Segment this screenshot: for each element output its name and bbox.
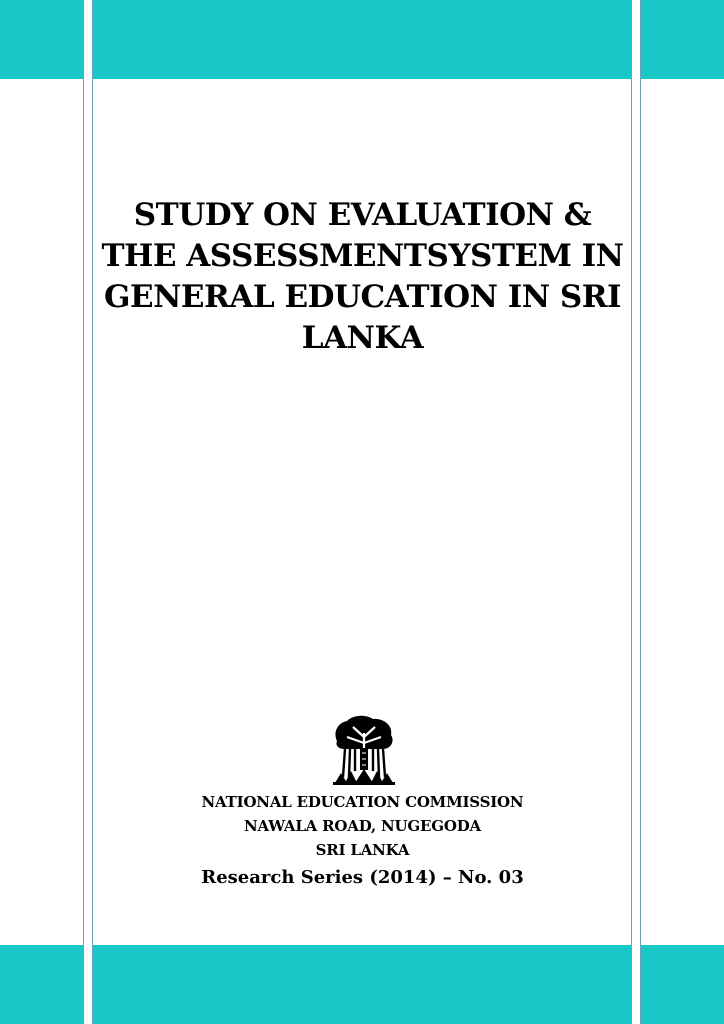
publisher-block [94, 790, 631, 893]
title-line: STUDY ON EVALUATION & [133, 197, 592, 233]
document-title [94, 195, 631, 359]
top-color-band [0, 0, 724, 79]
left-border-rule [83, 0, 93, 1024]
title-line: LANKA [301, 320, 424, 356]
publisher-address: NAWALA ROAD, NUGEGODA [244, 817, 481, 835]
bottom-color-band [0, 945, 724, 1024]
banyan-tree-emblem-icon [331, 715, 397, 787]
publisher-country: SRI LANKA [315, 841, 410, 859]
title-line: THE ASSESSMENTSYSTEM IN [101, 238, 624, 274]
series-number: Research Series (2014) – No. 03 [201, 867, 524, 888]
title-line: GENERAL EDUCATION IN SRI [103, 279, 622, 315]
right-border-rule [631, 0, 641, 1024]
publisher-name: NATIONAL EDUCATION COMMISSION [201, 793, 524, 811]
